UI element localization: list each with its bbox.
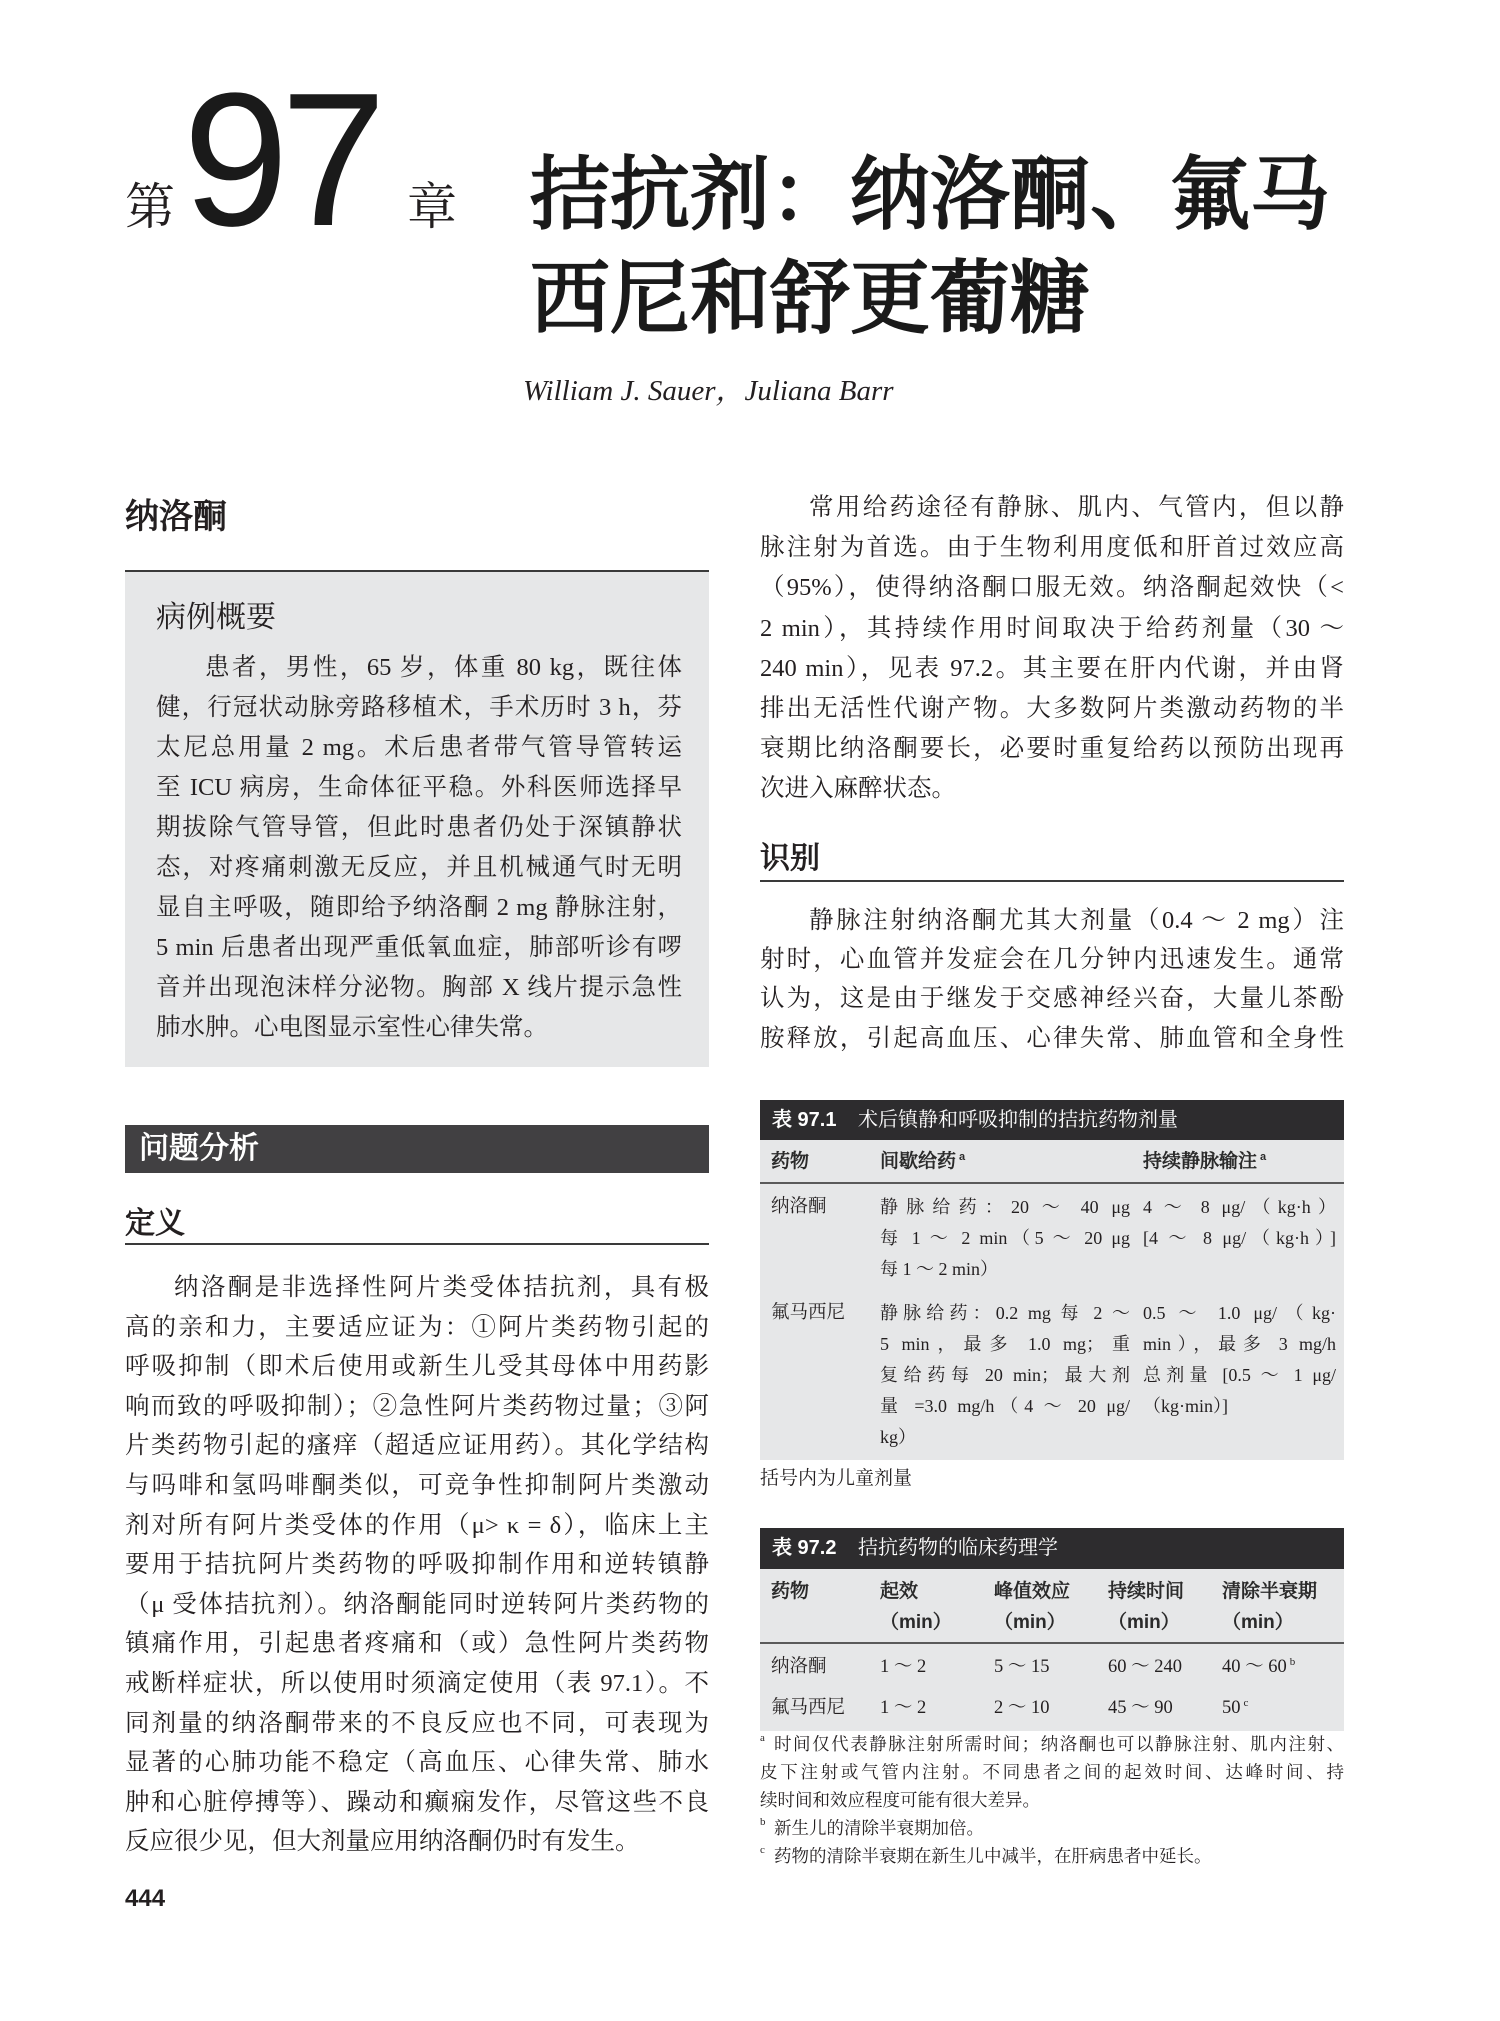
text-line: 0.5 ～ 1.0 μg/（kg· bbox=[1143, 1303, 1336, 1323]
definition-title: 定义 bbox=[125, 1207, 185, 1240]
table-2-drug-cell: 氟马西尼 bbox=[771, 1698, 846, 1718]
text-line: 肺水肿。心电图显示室性心律失常。 bbox=[156, 1014, 548, 1041]
table-2-value-cell: 2 ～ 10 bbox=[994, 1698, 1050, 1718]
definition-text bbox=[125, 1268, 709, 1862]
text-line: 呼吸抑制（即术后使用或新生儿受其母体中用药影 bbox=[125, 1353, 709, 1381]
text-line: kg） bbox=[880, 1427, 916, 1447]
header-label: 持续时间 bbox=[1108, 1581, 1185, 1602]
table-2-header-onset bbox=[880, 1576, 952, 1638]
footnote-text bbox=[760, 1842, 1344, 1870]
text-line: 新生儿的清除半衰期加倍。 bbox=[774, 1818, 984, 1838]
table-2-title: 拮抗药物的临床药理学 bbox=[858, 1537, 1058, 1559]
identification-rule bbox=[760, 880, 1344, 882]
text-line: 要用于拮抗阿片类药物的呼吸抑制作用和逆转镇静 bbox=[125, 1551, 709, 1579]
text-line: 排出无活性代谢产物。大多数阿片类激动药物的半 bbox=[760, 694, 1344, 722]
case-summary-text bbox=[156, 648, 682, 1048]
footnote-mark: b bbox=[760, 1816, 766, 1828]
text-line: 反应很少见，但大剂量应用纳洛酮仍时有发生。 bbox=[125, 1828, 640, 1856]
analysis-heading-bar: 问题分析 bbox=[125, 1125, 709, 1173]
footnote bbox=[760, 1730, 1344, 1814]
text-line: 静脉给药：20 ～ 40 μg bbox=[880, 1197, 1130, 1217]
text-line: 5 min，最多 1.0 mg；重 bbox=[880, 1334, 1130, 1354]
text-line: 健，行冠状动脉旁路移植术，手术历时 3 h，芬 bbox=[156, 694, 682, 721]
text-line: 衰期比纳洛酮要长，必要时重复给药以预防出现再 bbox=[760, 735, 1344, 763]
table-1-header-intermittent bbox=[880, 1140, 965, 1183]
text-line: min），最多 3 mg/h bbox=[1143, 1334, 1336, 1354]
text-line: 戒断样症状，所以使用时须滴定使用（表 97.1）。不 bbox=[125, 1669, 709, 1697]
text-line: 药物的清除半衰期在新生儿中减半，在肝病患者中延长。 bbox=[774, 1846, 1212, 1866]
chapter-prefix: 第 bbox=[125, 179, 175, 235]
cell-value: 40 ～ 60 bbox=[1222, 1657, 1287, 1677]
text-line: 期拔除气管导管，但此时患者仍处于深镇静状 bbox=[156, 814, 682, 841]
text-line: [4 ～ 8 μg/（kg·h）] bbox=[1143, 1228, 1336, 1248]
table-1 bbox=[760, 1140, 1344, 1460]
text-line: 复给药每 20 min；最大剂 bbox=[880, 1365, 1130, 1385]
header-label: 清除半衰期 bbox=[1222, 1581, 1318, 1602]
table-1-label: 表 97.1 bbox=[772, 1109, 837, 1131]
footnote-mark: c bbox=[1243, 1696, 1249, 1709]
footnote-mark: a bbox=[959, 1150, 966, 1163]
text-line: 时间仅代表静脉注射所需时间；纳洛酮也可以静脉注射、肌内注射、 bbox=[774, 1734, 1344, 1754]
text-line: 同剂量的纳洛酮带来的不良反应也不同，可表现为 bbox=[125, 1709, 709, 1737]
footnote-text bbox=[760, 1814, 1344, 1842]
text-line: 每 1 ～ 2 min） bbox=[880, 1259, 999, 1279]
header-label: 间歇给药 bbox=[880, 1151, 957, 1172]
identification-text bbox=[760, 901, 1344, 1058]
footnote-text bbox=[760, 1730, 1344, 1814]
text-line: 态，对疼痛刺激无反应，并且机械通气时无明 bbox=[156, 854, 682, 881]
table-1-title: 术后镇静和呼吸抑制的拮抗药物剂量 bbox=[858, 1109, 1178, 1131]
chapter-suffix: 章 bbox=[407, 179, 457, 235]
table-2-value-cell: 5 ～ 15 bbox=[994, 1657, 1050, 1677]
administration-text bbox=[760, 488, 1344, 810]
table-1-drug-cell: 纳洛酮 bbox=[771, 1197, 827, 1217]
header-label: 持续静脉输注 bbox=[1143, 1151, 1258, 1172]
text-line: 次进入麻醉状态。 bbox=[760, 775, 956, 803]
chapter-number: 97 bbox=[183, 54, 379, 266]
text-line: 太尼总用量 2 mg。术后患者带气管导管转运 bbox=[156, 734, 682, 761]
table-2-header-rule bbox=[760, 1642, 1344, 1644]
table-1-header-drug: 药物 bbox=[771, 1151, 810, 1172]
text-line: 240 min），见表 97.2。其主要在肝内代谢，并由肾 bbox=[760, 654, 1344, 682]
text-line: 剂对所有阿片类受体的作用（μ> κ = δ），临床上主 bbox=[125, 1511, 709, 1539]
table-2-value-cell: 45 ～ 90 bbox=[1108, 1698, 1173, 1718]
chapter-authors: William J. Sauer，Juliana Barr bbox=[523, 375, 894, 407]
footnote bbox=[760, 1842, 1344, 1870]
header-label: 起效 bbox=[880, 1581, 919, 1602]
text-line: （95%），使得纳洛酮口服无效。纳洛酮起效快（< bbox=[760, 574, 1344, 602]
header-unit: （min） bbox=[1108, 1612, 1180, 1633]
text-line: 肿和心脏停搏等）、躁动和癫痫发作，尽管这些不良 bbox=[125, 1788, 709, 1816]
table-2-header-peak bbox=[994, 1576, 1070, 1638]
text-line: 皮下注射或气管内注射。不同患者之间的起效时间、达峰时间、持 bbox=[760, 1762, 1344, 1782]
text-line: 5 min 后患者出现严重低氧血症，肺部听诊有啰 bbox=[156, 934, 682, 961]
text-line: 胺释放，引起高血压、心律失常、肺血管和全身性 bbox=[760, 1024, 1344, 1052]
footnote-mark: a bbox=[760, 1732, 765, 1744]
table-1-continuous-cell bbox=[1143, 1192, 1336, 1254]
table-2-header-drug: 药物 bbox=[771, 1581, 810, 1602]
text-line: 量 =3.0 mg/h（4 ～ 20 μg/ bbox=[880, 1396, 1130, 1416]
table-1-intermittent-cell bbox=[880, 1298, 1130, 1453]
table-2-label: 表 97.2 bbox=[772, 1537, 837, 1559]
footnote-mark: b bbox=[1289, 1655, 1296, 1668]
table-1-continuous-cell bbox=[1143, 1298, 1336, 1422]
table-1-caption-bar bbox=[760, 1100, 1344, 1140]
text-line: 高的亲和力，主要适应证为：①阿片类药物引起的 bbox=[125, 1313, 709, 1341]
text-line: 音并出现泡沫样分泌物。胸部 X 线片提示急性 bbox=[156, 974, 682, 1001]
table-1-drug-cell: 氟马西尼 bbox=[771, 1303, 846, 1323]
table-2-caption-bar bbox=[760, 1528, 1344, 1569]
chapter-title-line: 拮抗剂：纳洛酮、氟马 bbox=[530, 152, 1330, 240]
header-unit: （min） bbox=[994, 1612, 1066, 1633]
text-line: 常用给药途径有静脉、肌内、气管内，但以静 bbox=[809, 494, 1344, 521]
text-line: 总剂量 [0.5 ～ 1 μg/ bbox=[1143, 1365, 1336, 1385]
text-line: 与吗啡和氢吗啡酮类似，可竞争性抑制阿片类激动 bbox=[125, 1471, 709, 1499]
section-title: 纳洛酮 bbox=[125, 498, 227, 536]
table-2-value-cell: 1 ～ 2 bbox=[880, 1657, 927, 1677]
text-line: 镇痛作用，引起患者疼痛和（或）急性阿片类药物 bbox=[125, 1630, 709, 1658]
table-2-value-cell bbox=[1222, 1651, 1295, 1683]
header-label: 峰值效应 bbox=[994, 1581, 1071, 1602]
table-2-header-duration bbox=[1108, 1576, 1184, 1638]
text-line: 患者，男性，65 岁，体重 80 kg，既往体 bbox=[205, 654, 682, 681]
table-1-note: 括号内为儿童剂量 bbox=[760, 1468, 913, 1489]
text-line: 显著的心肺功能不稳定（高血压、心律失常、肺水 bbox=[125, 1749, 709, 1777]
text-line: 射时，心血管并发症会在几分钟内迅速发生。通常 bbox=[760, 946, 1344, 974]
text-line: 响而致的呼吸抑制）；②急性阿片类药物过量；③阿 bbox=[125, 1392, 709, 1420]
text-line: 认为，这是由于继发于交感神经兴奋，大量儿茶酚 bbox=[760, 985, 1344, 1013]
chapter-title bbox=[530, 144, 1330, 352]
text-line: 静脉给药：0.2 mg 每 2 ～ bbox=[880, 1303, 1130, 1323]
table-1-header-rule bbox=[760, 1182, 1344, 1184]
text-line: 2 min），其持续作用时间取决于给药剂量（30 ～ bbox=[760, 614, 1344, 642]
cell-value: 50 bbox=[1222, 1698, 1241, 1718]
table-2-footnotes bbox=[760, 1730, 1344, 1870]
page-number: 444 bbox=[125, 1885, 166, 1912]
text-line: 显自主呼吸，随即给予纳洛酮 2 mg 静脉注射， bbox=[156, 894, 682, 921]
definition-rule bbox=[125, 1243, 709, 1245]
text-line: 续时间和效应程度可能有很大差异。 bbox=[760, 1790, 1040, 1810]
chapter-title-line: 西尼和舒更葡糖 bbox=[530, 256, 1090, 344]
table-1-header-continuous bbox=[1143, 1140, 1266, 1183]
table-2 bbox=[760, 1569, 1344, 1731]
footnote bbox=[760, 1814, 1344, 1842]
table-1-intermittent-cell bbox=[880, 1192, 1130, 1285]
identification-title: 识别 bbox=[760, 842, 820, 875]
text-line: （μ 受体拮抗剂）。纳洛酮能同时逆转阿片类药物的 bbox=[125, 1590, 709, 1618]
text-line: 片类药物引起的瘙痒（超适应证用药）。其化学结构 bbox=[125, 1432, 709, 1460]
text-line: （kg·min）] bbox=[1143, 1396, 1228, 1416]
text-line: 4 ～ 8 μg/（kg·h） bbox=[1143, 1197, 1336, 1217]
table-2-value-cell bbox=[1222, 1692, 1248, 1724]
text-line: 每 1 ～ 2 min（5 ～ 20 μg bbox=[880, 1228, 1130, 1248]
text-line: 纳洛酮是非选择性阿片类受体拮抗剂，具有极 bbox=[174, 1274, 709, 1301]
footnote-mark: c bbox=[760, 1844, 765, 1856]
case-summary-title: 病例概要 bbox=[156, 601, 276, 634]
header-unit: （min） bbox=[1222, 1612, 1294, 1633]
text-line: 脉注射为首选。由于生物利用度低和肝首过效应高 bbox=[760, 534, 1344, 562]
table-2-header-half-life bbox=[1222, 1576, 1317, 1638]
table-2-value-cell: 60 ～ 240 bbox=[1108, 1657, 1183, 1677]
header-unit: （min） bbox=[880, 1612, 952, 1633]
table-2-drug-cell: 纳洛酮 bbox=[771, 1657, 827, 1677]
text-line: 静脉注射纳洛酮尤其大剂量（0.4 ～ 2 mg）注 bbox=[809, 907, 1344, 934]
text-line: 至 ICU 病房，生命体征平稳。外科医师选择早 bbox=[156, 774, 682, 801]
table-2-value-cell: 1 ～ 2 bbox=[880, 1698, 927, 1718]
footnote-mark: a bbox=[1260, 1150, 1267, 1163]
